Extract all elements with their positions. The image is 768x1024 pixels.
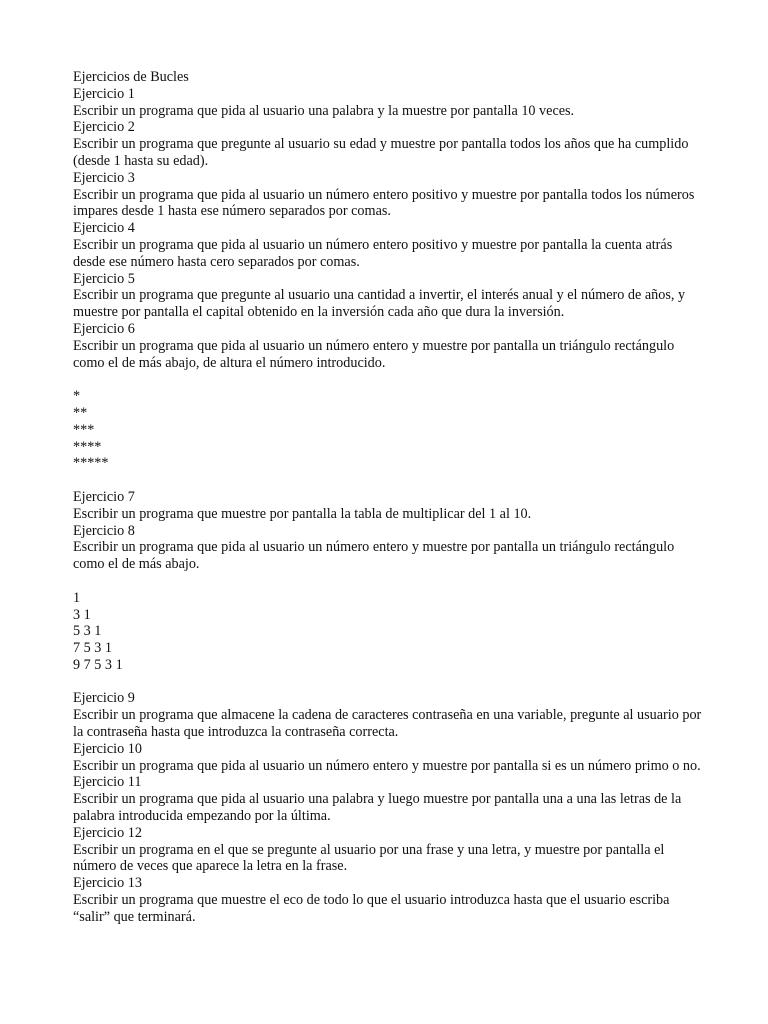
spacer — [73, 674, 703, 691]
exercise-3-heading: Ejercicio 3 — [73, 169, 135, 186]
exercise-8-pattern-row: 9 7 5 3 1 — [73, 656, 123, 673]
exercise-8-text: Escribir un programa que pida al usuario un número entero y muestre por pantalla un triángulo rectángulo como el de más abajo. — [73, 539, 675, 573]
document-title: Ejercicios de Bucles — [73, 69, 189, 85]
exercise-10-heading: Ejercicio 10 — [73, 740, 142, 757]
exercise-3-text: Escribir un programa que pida al usuario un número entero positivo y muestre por pantalla todos los números impares desde 1 hasta ese número separados por comas. — [73, 186, 695, 220]
exercise-12-heading: Ejercicio 12 — [73, 824, 142, 841]
exercise-2-text: Escribir un programa que pregunte al usuario su edad y muestre por pantalla todos los años que ha cumplido (desde 1 hasta su edad). — [73, 136, 689, 169]
spacer — [73, 573, 703, 590]
exercise-8-heading: Ejercicio 8 — [73, 522, 135, 539]
exercise-11-heading: Ejercicio 11 — [73, 774, 142, 791]
exercise-10-text: Escribir un programa que pida al usuario un número entero y muestre por pantalla si es un número primo o no. — [73, 757, 701, 774]
document-page — [73, 69, 703, 926]
exercise-11-text: Escribir un programa que pida al usuario una palabra y luego muestre por pantalla una a una las letras de la palabra introducida empezando por la última. — [73, 791, 682, 825]
spacer — [73, 472, 703, 489]
exercise-13-text: Escribir un programa que muestre el eco de todo lo que el usuario introduzca hasta que el usuario escriba “salir” que terminará. — [73, 892, 670, 925]
exercise-4-text: Escribir un programa que pida al usuario un número entero positivo y muestre por pantalla la cuenta atrás desde ese número hasta cero separados por comas. — [73, 236, 673, 270]
exercise-1-text: Escribir un programa que pida al usuario una palabra y la muestre por pantalla 10 veces. — [73, 102, 575, 119]
exercise-6-pattern-row: **** — [73, 438, 102, 455]
exercise-6-pattern-row: ***** — [73, 455, 109, 472]
exercise-2-heading: Ejercicio 2 — [73, 119, 135, 136]
exercise-7-heading: Ejercicio 7 — [73, 488, 135, 505]
exercise-1-heading: Ejercicio 1 — [73, 85, 135, 102]
exercise-6-pattern-row: ** — [73, 404, 88, 421]
exercise-13-heading: Ejercicio 13 — [73, 875, 142, 892]
exercise-9-text: Escribir un programa que almacene la cadena de caracteres contraseña en una variable, pregunte al usuario por la contraseña hasta que introduzca la contraseña correcta. — [73, 707, 702, 741]
exercise-5-text: Escribir un programa que pregunte al usuario una cantidad a invertir, el interés anual y el número de años, y muestre por pantalla el capital obtenido en la inversión cada año que dura la inversión. — [73, 287, 686, 321]
exercise-9-heading: Ejercicio 9 — [73, 690, 135, 707]
exercise-7-text: Escribir un programa que muestre por pantalla la tabla de multiplicar del 1 al 10. — [73, 505, 532, 522]
exercise-4-heading: Ejercicio 4 — [73, 220, 135, 237]
exercise-6-heading: Ejercicio 6 — [73, 320, 135, 337]
exercise-6-text: Escribir un programa que pida al usuario un número entero y muestre por pantalla un triángulo rectángulo como el de más abajo, de altura el número introducido. — [73, 337, 675, 371]
exercise-12-text: Escribir un programa en el que se pregunte al usuario por una frase y una letra, y muestre por pantalla el número de veces que aparece la letra en la frase. — [73, 841, 665, 875]
exercise-8-pattern-row: 5 3 1 — [73, 623, 102, 640]
exercise-8-pattern-row: 7 5 3 1 — [73, 640, 113, 657]
spacer — [73, 371, 703, 388]
exercise-8-pattern-row: 1 — [73, 589, 81, 606]
exercise-6-pattern-row: * — [73, 388, 81, 405]
exercise-8-pattern-row: 3 1 — [73, 606, 91, 623]
exercise-6-pattern-row: *** — [73, 421, 95, 438]
exercise-5-heading: Ejercicio 5 — [73, 270, 135, 287]
